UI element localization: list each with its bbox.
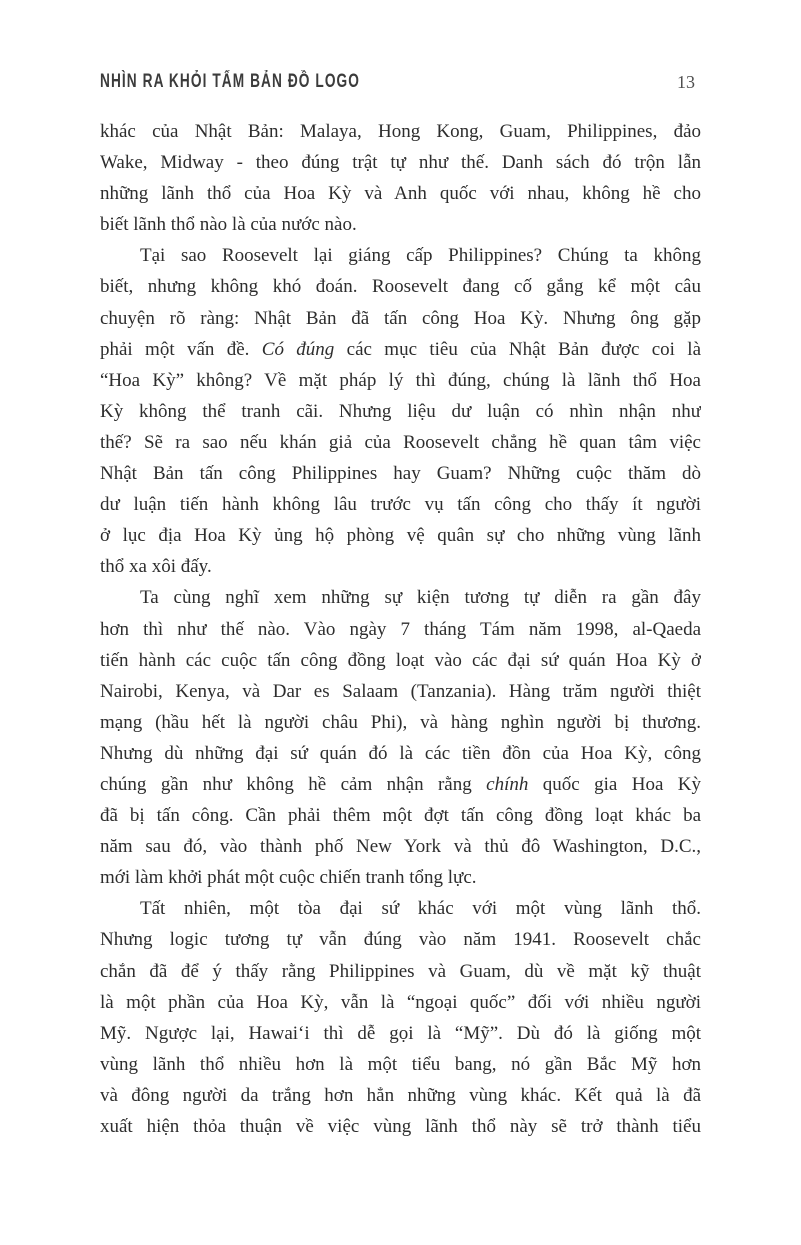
running-title: NHÌN RA KHỎI TẤM BẢN ĐỒ LOGO xyxy=(100,71,361,92)
paragraph xyxy=(100,893,701,1142)
text-line: Tất nhiên, một tòa đại sứ khác với một vùng lãnh thổ. xyxy=(140,898,701,920)
text-line: “Hoa Kỳ” không? Về mặt pháp lý thì đúng, chúng là lãnh thổ Hoa xyxy=(100,369,701,391)
text-line: Ta cùng nghĩ xem những sự kiện tương tự diễn ra gần đây xyxy=(140,587,701,609)
text-line: thế? Sẽ ra sao nếu khán giả của Roosevelt chẳng hề quan tâm việc xyxy=(100,431,701,453)
text-line: và đông người da trắng hơn hẳn những vùng khác. Kết quả là đã xyxy=(100,1084,701,1106)
paragraph xyxy=(100,240,701,582)
page-header xyxy=(100,71,700,93)
text-line: thổ xa xôi đấy. xyxy=(100,556,212,578)
text-line: năm sau đó, vào thành phố New York và thủ đô Washington, D.C., xyxy=(100,836,701,858)
text-line: Wake, Midway - theo đúng trật tự như thế. Danh sách đó trộn lẫn xyxy=(100,152,701,174)
text-line: hơn thì như thế nào. Vào ngày 7 tháng Tám năm 1998, al-Qaeda xyxy=(100,618,701,640)
text-line: tiến hành các cuộc tấn công đồng loạt vào các đại sứ quán Hoa Kỳ ở xyxy=(100,649,701,671)
text-line: dư luận tiến hành không lâu trước vụ tấn công cho thấy ít người xyxy=(100,494,701,516)
text-line: chắn đã để ý thấy rằng Philippines và Guam, dù về mặt kỹ thuật xyxy=(100,960,701,982)
paragraph xyxy=(100,582,701,893)
text-line: khác của Nhật Bản: Malaya, Hong Kong, Guam, Philippines, đảo xyxy=(100,121,701,142)
text-line: là một phần của Hoa Kỳ, vẫn là “ngoại quốc” đối với nhiều người xyxy=(100,991,701,1013)
text-line: mới làm khởi phát một cuộc chiến tranh tổng lực. xyxy=(100,867,477,889)
text-line: Nhật Bản tấn công Philippines hay Guam? Những cuộc thăm dò xyxy=(100,463,701,485)
text-line: mạng (hầu hết là người châu Phi), và hàng nghìn người bị thương. xyxy=(100,711,701,733)
text-line: phải một vấn đề. Có đúng các mục tiêu của Nhật Bản được coi là xyxy=(100,338,701,360)
text-line: chúng gần như không hề cảm nhận rằng chính quốc gia Hoa Kỳ xyxy=(100,773,701,795)
text-line: Nhưng dù những đại sứ quán đó là các tiền đồn của Hoa Kỳ, công xyxy=(100,742,701,764)
text-line: ở lục địa Hoa Kỳ ủng hộ phòng vệ quân sự cho những vùng lãnh xyxy=(100,525,701,547)
text-line: xuất hiện thỏa thuận về việc vùng lãnh thổ này sẽ trở thành tiểu xyxy=(100,1116,701,1137)
page-number: 13 xyxy=(677,72,695,92)
text-line: biết, nhưng không khó đoán. Roosevelt đang cố gắng kể một câu xyxy=(100,276,701,298)
text-line: Nairobi, Kenya, và Dar es Salaam (Tanzania). Hàng trăm người thiệt xyxy=(100,680,701,702)
text-line: vùng lãnh thổ nhiều hơn là một tiểu bang, nó gần Bắc Mỹ hơn xyxy=(100,1053,701,1075)
text-line: chuyện rõ ràng: Nhật Bản đã tấn công Hoa Kỳ. Nhưng ông gặp xyxy=(100,307,701,329)
text-line: Nhưng logic tương tự vẫn đúng vào năm 1941. Roosevelt chắc xyxy=(100,929,701,951)
text-line: biết lãnh thổ nào là của nước nào. xyxy=(100,214,357,236)
paragraph xyxy=(100,116,701,240)
text-line: đã bị tấn công. Cần phải thêm một đợt tấn công đồng loạt khác ba xyxy=(100,805,701,827)
text-line: những lãnh thổ của Hoa Kỳ và Anh quốc với nhau, không hề cho xyxy=(100,183,701,205)
text-line: Tại sao Roosevelt lại giáng cấp Philippines? Chúng ta không xyxy=(140,245,701,267)
text-line: Kỳ không thể tranh cãi. Nhưng liệu dư luận có nhìn nhận như xyxy=(100,400,701,422)
text-line: Mỹ. Ngược lại, Hawai‘i thì dễ gọi là “Mỹ”. Dù đó là giống một xyxy=(100,1022,701,1044)
body-text xyxy=(100,116,701,1142)
